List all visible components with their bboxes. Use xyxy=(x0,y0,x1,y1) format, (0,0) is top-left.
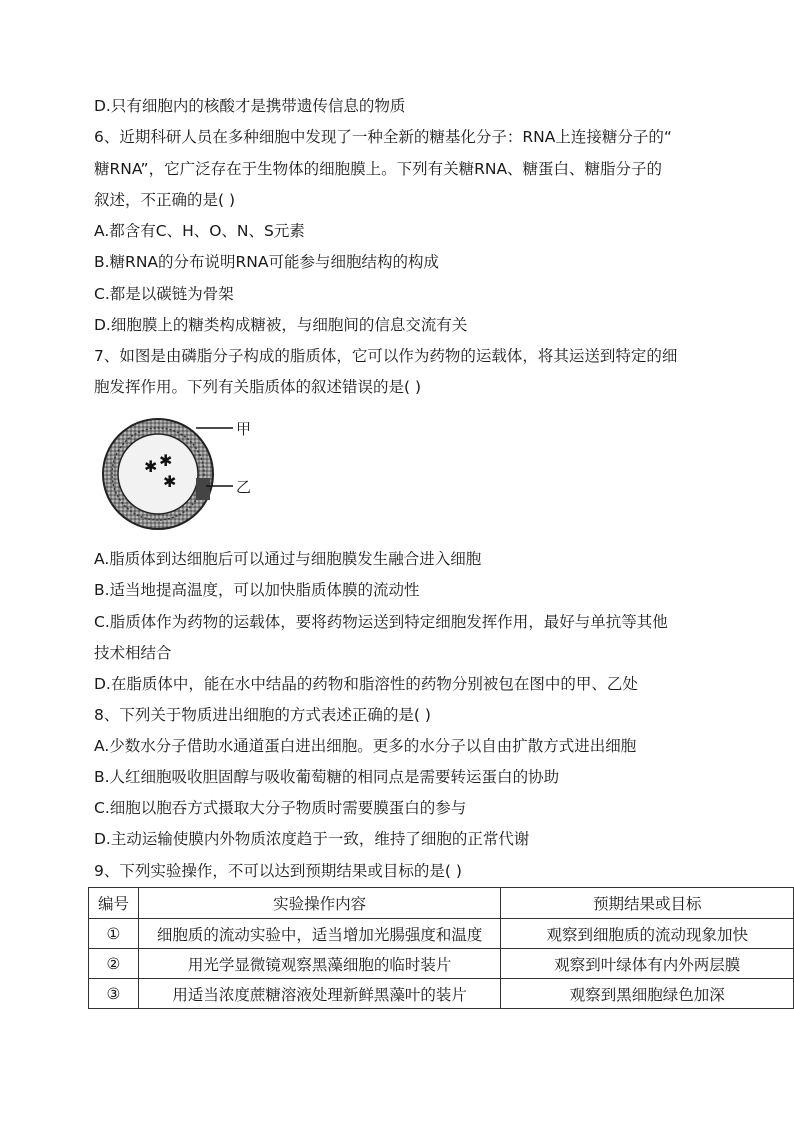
line-q8-d: D.主动运输使膜内外物质浓度趋于一致，维持了细胞的正常代谢 xyxy=(94,830,530,848)
line-q7-c-1: C.脂质体作为药物的运载体，要将药物运送到特定细胞发挥作用，最好与单抗等其他 xyxy=(94,613,668,631)
line-q8-stem: 8、下列关于物质进出细胞的方式表述正确的是( ) xyxy=(94,706,431,724)
table-row xyxy=(89,919,794,949)
line-q7-b: B.适当地提高温度，可以加快脂质体膜的流动性 xyxy=(94,581,420,599)
line-q9-stem: 9、下列实验操作，不可以达到预期结果或目标的是( ) xyxy=(94,862,462,880)
line-q7-a: A.脂质体到达细胞后可以通过与细胞膜发生融合进入细胞 xyxy=(94,550,482,568)
table-row xyxy=(89,949,794,979)
row-operation: 用适当浓度蔗糖溶液处理新鲜黑藻叶的装片 xyxy=(138,979,500,1009)
header-number: 编号 xyxy=(89,888,139,919)
line-q8-a: A.少数水分子借助水通道蛋白进出细胞。更多的水分子以自由扩散方式进出细胞 xyxy=(94,737,637,755)
line-q6-c: C.都是以碳链为骨架 xyxy=(94,285,234,303)
label-jia: 甲 xyxy=(236,420,252,438)
row-number: ③ xyxy=(89,979,139,1009)
line-q7-stem-1: 7、如图是由磷脂分子构成的脂质体，它可以作为药物的运载体，将其运送到特定的细 xyxy=(94,347,678,365)
line-q8-b: B.人红细胞吸收胆固醇与吸收葡萄糖的相同点是需要转运蛋白的协助 xyxy=(94,768,560,786)
row-operation: 细胞质的流动实验中，适当增加光腸强度和温度 xyxy=(138,919,500,949)
header-operation: 实验操作内容 xyxy=(138,888,500,919)
line-q8-c: C.细胞以胞吞方式摄取大分子物质时需要膜蛋白的参与 xyxy=(94,799,467,817)
drug-mark-2: ✱ xyxy=(159,451,173,470)
line-q6-b: B.糖RNA的分布说明RNA可能参与细胞结构的构成 xyxy=(94,253,439,271)
line-q6-d: D.细胞膜上的糖类构成糖被，与细胞间的信息交流有关 xyxy=(94,316,468,334)
line-q6-stem-2: 糖RNA”，它广泛存在于生物体的细胞膜上。下列有关糖RNA、糖蛋白、糖脂分子的 xyxy=(94,160,663,178)
line-q7-stem-2: 胞发挥作用。下列有关脂质体的叙述错误的是( ) xyxy=(94,378,422,396)
drug-mark-1: ✱ xyxy=(144,457,158,476)
line-q5-d: D.只有细胞内的核酸才是携带遗传信息的物质 xyxy=(94,97,406,115)
header-expected: 预期结果或目标 xyxy=(501,888,794,919)
line-q7-c-2: 技术相结合 xyxy=(94,644,172,662)
line-q6-stem-1: 6、近期科研人员在多种细胞中发现了一种全新的糖基化分子：RNA上连接糖分子的“ xyxy=(94,128,672,146)
liposome-figure xyxy=(96,416,266,532)
table-row xyxy=(89,979,794,1009)
line-q6-stem-3: 叙述，不正确的是( ) xyxy=(94,191,236,209)
line-q6-a: A.都含有C、H、O、N、S元素 xyxy=(94,222,305,240)
row-operation: 用光学显微镜观察黑藻细胞的临时装片 xyxy=(138,949,500,979)
line-q7-d: D.在脂质体中，能在水中结晶的药物和脂溶性的药物分别被包在图中的甲、乙处 xyxy=(94,675,638,693)
row-number: ② xyxy=(89,949,139,979)
row-expected: 观察到黑细胞绿色加深 xyxy=(501,979,794,1009)
row-expected: 观察到细胞质的流动现象加快 xyxy=(501,919,794,949)
row-number: ① xyxy=(89,919,139,949)
label-yi: 乙 xyxy=(236,478,252,496)
table-header-row xyxy=(89,888,794,919)
drug-mark-3: ✱ xyxy=(163,472,177,491)
row-expected: 观察到叶绿体有内外两层膜 xyxy=(501,949,794,979)
experiment-table xyxy=(88,887,794,1009)
